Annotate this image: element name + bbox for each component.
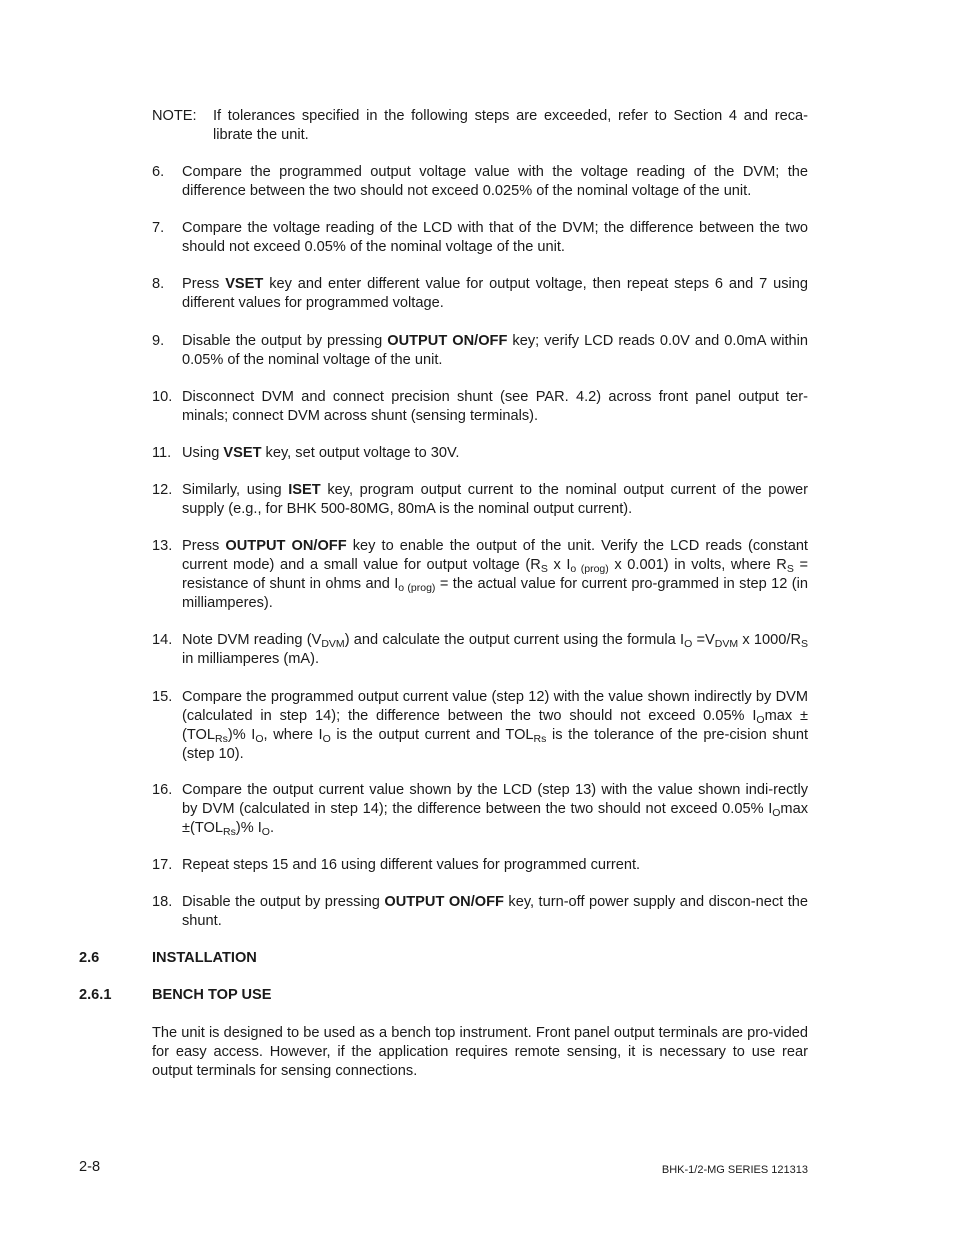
step-15	[152, 688, 808, 764]
step-number: 14.	[152, 632, 173, 648]
note-text: If tolerances specified in the following steps are exceeded, refer to Section 4 and reca-librate the unit.	[213, 108, 808, 143]
step-text: Compare the voltage reading of the LCD with that of the DVM; the difference between the two should not exceed 0.05% of the nominal voltage of the unit.	[182, 220, 808, 255]
iset-key: ISET	[288, 482, 321, 498]
vset-key: VSET	[223, 445, 262, 461]
step-12	[152, 481, 808, 519]
step-text: Similarly, using ISET key, program output current to the nominal output current of the power supply (e.g., for BHK 500-80MG, 80mA is the nominal output current).	[182, 482, 808, 517]
step-17	[152, 856, 808, 875]
step-11	[152, 444, 808, 463]
step-8	[152, 275, 808, 313]
step-number: 7.	[152, 220, 165, 236]
step-number: 15.	[152, 689, 173, 705]
step-18	[152, 893, 808, 931]
output-onoff-key: OUTPUT ON/OFF	[387, 333, 508, 349]
step-text: Compare the programmed output current value (step 12) with the value shown indirectly by DVM (calculated in step 14); the difference between the two should not exceed 0.05% $I_O\max \pm(TOL_{Rs})\%$ $I_O$, where $I_O$ is the output current and $TOL_{Rs}$ is the tolerance of the pre-cision shunt (step 10).	[182, 689, 809, 762]
step-number: 16.	[152, 782, 173, 798]
step-text: Disconnect DVM and connect precision shunt (see PAR. 4.2) across front panel output ter-minals; connect DVM across shunt (sensing terminals).	[182, 389, 808, 424]
step-number: 13.	[152, 538, 173, 554]
note	[152, 107, 808, 145]
step-text: Using VSET key, set output voltage to 30V.	[182, 445, 460, 461]
step-9	[152, 332, 808, 370]
section-title: INSTALLATION	[152, 950, 257, 966]
step-text: Disable the output by pressing OUTPUT ON/OFF key; verify LCD reads 0.0V and 0.0mA within 0.05% of the nominal voltage of the unit.	[182, 333, 808, 368]
step-7	[152, 219, 808, 257]
step-text: Note DVM reading $(V_{DVM})$ and calculate the output current using the formula $I_O =V_{DVM}$ x $1000/R_S$ in milliamperes (mA).	[182, 632, 809, 667]
step-text: Press OUTPUT ON/OFF key to enable the output of the unit. Verify the LCD reads (constant current mode) and a small value for output voltage ($R_S$ x $I_{o (prog)}$ x 0.001) in volts, where $R_S$ = resistance of shunt in ohms and $I_{o (prog)}$ = the actual value for current pro-grammed in step 12 (in milliamperes).	[182, 538, 808, 611]
step-number: 10.	[152, 389, 173, 405]
output-onoff-key: OUTPUT ON/OFF	[225, 538, 347, 554]
bench-top-paragraph: The unit is designed to be used as a bench top instrument. Front panel output terminals are pro-vided for easy access. However, if the application requires remote sensing, it is necessary to use rear output terminals for sensing connections.	[152, 1025, 808, 1079]
step-text: Press VSET key and enter different value for output voltage, then repeat steps 6 and 7 using different values for programmed voltage.	[182, 276, 808, 311]
note-label: NOTE:	[152, 108, 197, 124]
step-13	[152, 537, 808, 613]
vset-key: VSET	[225, 276, 264, 292]
step-number: 9.	[152, 333, 165, 349]
output-onoff-key: OUTPUT ON/OFF	[384, 894, 504, 910]
step-number: 11.	[152, 445, 172, 461]
subsection-title: BENCH TOP USE	[152, 987, 272, 1003]
document-id: BHK-1/2-MG SERIES 121313	[661, 1164, 808, 1176]
step-text: Repeat steps 15 and 16 using different values for programmed current.	[182, 857, 641, 873]
step-16	[152, 781, 808, 838]
step-number: 17.	[152, 857, 173, 873]
section-number: 2.6	[79, 950, 100, 966]
page-number: 2-8	[79, 1159, 101, 1175]
step-text: Disable the output by pressing OUTPUT ON/OFF key, turn-off power supply and discon-nect the shunt.	[182, 894, 808, 929]
step-14	[152, 631, 808, 669]
step-text: Compare the programmed output voltage value with the voltage reading of the DVM; the difference between the two should not exceed 0.025% of the nominal voltage of the unit.	[182, 164, 808, 199]
step-number: 18.	[152, 894, 173, 910]
step-10	[152, 388, 808, 426]
step-6	[152, 163, 808, 201]
step-text: Compare the output current value shown by the LCD (step 13) with the value shown indi-rectly by DVM (calculated in step 14); the difference between the two should not exceed 0.05% $I_O\max \pm(TOL_{Rs})\%$ $I_O$.	[182, 782, 808, 838]
step-number: 8.	[152, 276, 165, 292]
subsection-number: 2.6.1	[79, 987, 112, 1003]
step-number: 6.	[152, 164, 165, 180]
step-number: 12.	[152, 482, 173, 498]
